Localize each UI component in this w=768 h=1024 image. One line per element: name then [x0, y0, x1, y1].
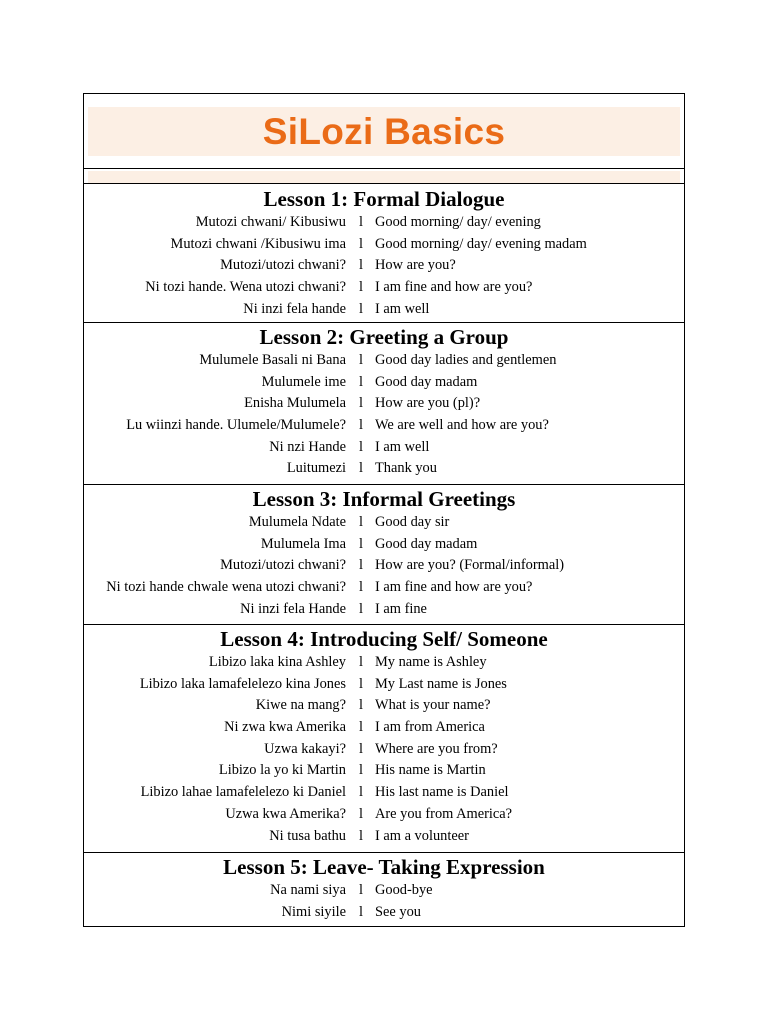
column-separator: l	[359, 514, 363, 530]
english-translation: I am well	[375, 300, 430, 317]
english-translation: See you	[375, 903, 421, 920]
silozi-phrase: Nimi siyile	[281, 903, 346, 920]
column-separator: l	[359, 675, 363, 692]
column-separator: l	[359, 654, 363, 670]
column-separator: l	[359, 882, 363, 898]
english-translation: His last name is Daniel	[375, 784, 509, 801]
english-translation: Good day sir	[375, 514, 450, 530]
lesson-section	[84, 626, 684, 847]
column-separator: l	[359, 600, 363, 617]
lesson-section	[84, 854, 684, 923]
english-translation: Good day madam	[375, 535, 478, 552]
column-separator: l	[359, 535, 363, 552]
phrase-row	[84, 277, 684, 299]
lesson-section	[84, 324, 684, 480]
phrase-row	[84, 350, 684, 372]
english-translation: Good day ladies and gentlemen	[375, 352, 557, 368]
column-separator: l	[359, 719, 363, 736]
english-translation: Good morning/ day/ evening	[375, 214, 541, 230]
silozi-phrase: Ni tozi hande. Wena utozi chwani?	[145, 279, 346, 296]
lesson-section	[84, 186, 684, 320]
phrase-row	[84, 534, 684, 556]
english-translation: I am well	[375, 438, 430, 455]
english-translation: How are you (pl)?	[375, 395, 481, 412]
english-translation: How are you? (Formal/informal)	[375, 557, 565, 574]
silozi-phrase: Uzwa kwa Amerika?	[225, 805, 346, 822]
phrase-row	[84, 717, 684, 739]
column-separator: l	[359, 740, 363, 757]
phrase-row	[84, 255, 684, 277]
phrase-row	[84, 577, 684, 599]
silozi-phrase: Na nami siya	[270, 882, 346, 898]
column-separator: l	[359, 438, 363, 455]
column-separator: l	[359, 417, 363, 434]
phrase-row	[84, 652, 684, 674]
silozi-phrase: Uzwa kakayi?	[264, 740, 346, 757]
english-translation: I am from America	[375, 719, 485, 736]
phrase-row	[84, 902, 684, 924]
silozi-phrase: Libizo la yo ki Martin	[218, 762, 346, 779]
silozi-phrase: Kiwe na mang?	[255, 697, 346, 714]
english-translation: My Last name is Jones	[375, 675, 507, 692]
column-separator: l	[359, 579, 363, 596]
silozi-phrase: Libizo lahae lamafelelezo ki Daniel	[140, 784, 346, 801]
phrase-row	[84, 599, 684, 621]
column-separator: l	[359, 784, 363, 801]
title-band	[88, 107, 680, 156]
phrase-row	[84, 437, 684, 459]
column-separator: l	[359, 235, 363, 252]
lesson-title: Lesson 5: Leave- Taking Expression	[223, 855, 545, 879]
lesson-title: Lesson 1: Formal Dialogue	[263, 187, 505, 211]
silozi-phrase: Libizo laka kina Ashley	[208, 654, 346, 670]
silozi-phrase: Libizo laka lamafelelezo kina Jones	[139, 675, 346, 692]
english-translation: I am a volunteer	[375, 827, 469, 844]
silozi-phrase: Mulumela Ima	[260, 535, 346, 552]
english-translation: Are you from America?	[375, 805, 513, 822]
column-separator: l	[359, 805, 363, 822]
section-divider	[84, 624, 684, 625]
silozi-phrase: Mutozi/utozi chwani?	[220, 557, 346, 574]
column-separator: l	[359, 762, 363, 779]
phrase-row	[84, 695, 684, 717]
phrase-row	[84, 674, 684, 696]
silozi-phrase: Lu wiinzi hande. Ulumele/Mulumele?	[126, 417, 346, 434]
english-translation: Thank you	[375, 460, 437, 477]
silozi-phrase: Mulumela Ndate	[248, 514, 346, 530]
phrase-row	[84, 782, 684, 804]
silozi-phrase: Luitumezi	[286, 460, 346, 477]
silozi-phrase: Ni inzi fela Hande	[240, 600, 346, 617]
english-translation: My name is Ashley	[375, 654, 487, 670]
lesson-section	[84, 486, 684, 620]
divider	[84, 183, 684, 184]
phrase-row	[84, 826, 684, 848]
section-divider	[84, 484, 684, 485]
phrase-row	[84, 415, 684, 437]
column-separator: l	[359, 557, 363, 574]
lesson-title: Lesson 3: Informal Greetings	[252, 487, 516, 511]
column-separator: l	[359, 373, 363, 390]
phrase-row	[84, 804, 684, 826]
section-divider	[84, 322, 684, 323]
page-title: SiLozi Basics	[262, 110, 506, 152]
phrase-row	[84, 393, 684, 415]
silozi-phrase: Mutozi/utozi chwani?	[220, 257, 346, 274]
column-separator: l	[359, 827, 363, 844]
silozi-phrase: Enisha Mulumela	[244, 395, 346, 412]
english-translation: I am fine	[375, 600, 427, 617]
divider	[84, 168, 684, 169]
phrase-row	[84, 458, 684, 480]
column-separator: l	[359, 697, 363, 714]
silozi-phrase: Ni nzi Hande	[269, 438, 346, 455]
phrase-row	[84, 372, 684, 394]
english-translation: We are well and how are you?	[375, 417, 549, 434]
english-translation: How are you?	[375, 257, 456, 274]
column-separator: l	[359, 300, 363, 317]
column-separator: l	[359, 460, 363, 477]
silozi-phrase: Ni tusa bathu	[269, 827, 346, 844]
silozi-phrase: Mutozi chwani /Kibusiwu ima	[170, 235, 346, 252]
phrase-row	[84, 739, 684, 761]
english-translation: Good morning/ day/ evening madam	[375, 235, 587, 252]
column-separator: l	[359, 395, 363, 412]
column-separator: l	[359, 279, 363, 296]
column-separator: l	[359, 214, 363, 230]
phrase-row	[84, 555, 684, 577]
silozi-phrase: Ni zwa kwa Amerika	[224, 719, 346, 736]
english-translation: His name is Martin	[375, 762, 486, 779]
english-translation: Good-bye	[375, 882, 433, 898]
lesson-sheet	[83, 93, 685, 927]
silozi-phrase: Mulumele Basali ni Bana	[199, 352, 346, 368]
phrase-row	[84, 234, 684, 256]
column-separator: l	[359, 352, 363, 368]
column-separator: l	[359, 903, 363, 920]
english-translation: Where are you from?	[375, 740, 498, 757]
silozi-phrase: Ni tozi hande chwale wena utozi chwani?	[106, 579, 346, 596]
column-separator: l	[359, 257, 363, 274]
silozi-phrase: Mutozi chwani/ Kibusiwu	[195, 214, 346, 230]
english-translation: Good day madam	[375, 373, 478, 390]
english-translation: What is your name?	[375, 697, 491, 714]
lesson-title: Lesson 4: Introducing Self/ Someone	[220, 627, 548, 651]
section-divider	[84, 852, 684, 853]
lesson-title: Lesson 2: Greeting a Group	[259, 325, 509, 349]
english-translation: I am fine and how are you?	[375, 279, 533, 296]
phrase-row	[84, 880, 684, 902]
phrase-row	[84, 299, 684, 321]
phrase-row	[84, 212, 684, 234]
title-strip	[88, 171, 680, 183]
phrase-row	[84, 512, 684, 534]
silozi-phrase: Mulumele ime	[261, 373, 346, 390]
english-translation: I am fine and how are you?	[375, 579, 533, 596]
phrase-row	[84, 760, 684, 782]
silozi-phrase: Ni inzi fela hande	[243, 300, 346, 317]
